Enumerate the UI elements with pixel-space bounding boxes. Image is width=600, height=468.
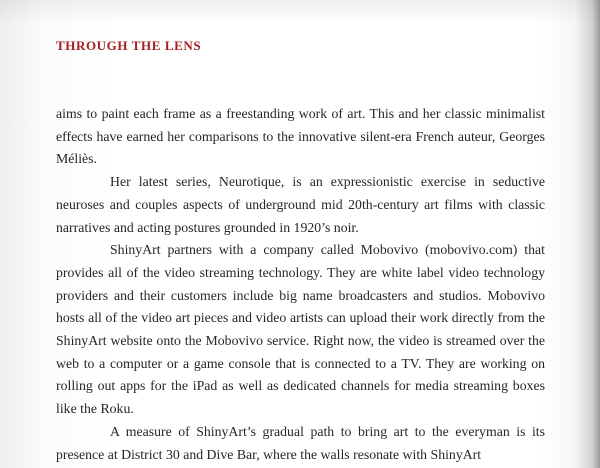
running-head: THROUGH THE LENS: [56, 38, 202, 53]
paragraph-4: A measure of ShinyArt’s gradual path to bring art to the everyman is its presence at District 30 and Dive Bar, where the walls resonate with ShinyArt: [56, 423, 545, 462]
paragraph-1: aims to paint each frame as a freestanding work of art. This and her classic minimalist effects have earned her comparisons to the innovative silent-era French auteur, Georges Méliès.: [56, 106, 545, 167]
paragraph-3: ShinyArt partners with a company called Mobovivo (mobovivo.com) that provides all of the video streaming technology. They are white label video technology providers and their customers include big name broadcasters and studios. Mobovivo hosts all of the video art pieces and video artists can upload their work directly from the ShinyArt website onto the Mobovivo service. Right now, the video is streamed over the web to a computer or a game console that is connected to a TV. They are working on rolling out apps for the iPad as well as dedicated channels for media streaming boxes like the Roku.: [56, 242, 545, 417]
article-body: [56, 103, 545, 466]
paragraph-2: Her latest series, Neurotique, is an expressionistic exercise in seductive neuroses and couples aspects of underground mid 20th-century art films with classic narratives and acting postures grounded in 1920’s noir.: [56, 174, 545, 235]
